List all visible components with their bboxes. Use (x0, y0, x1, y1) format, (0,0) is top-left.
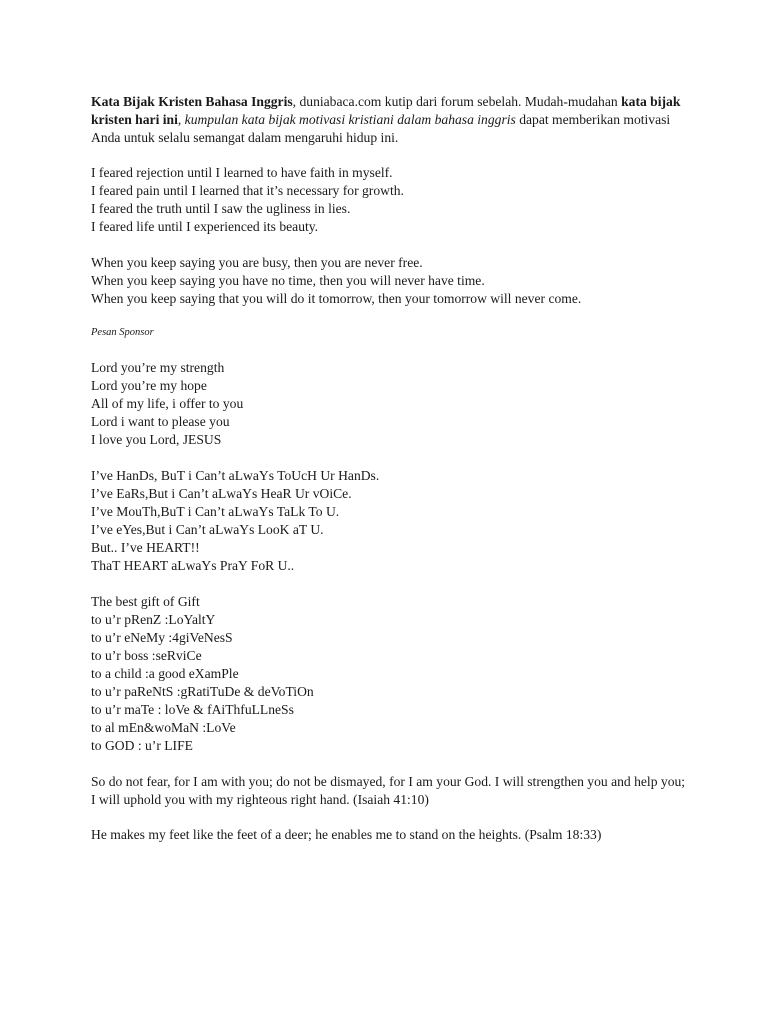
lord-line: I love you Lord, JESUS (91, 432, 222, 447)
hands-line: I’ve eYes,But i Can’t aLwaYs LooK aT U. (91, 522, 324, 537)
busy-line: When you keep saying you are busy, then you are never free. (91, 255, 423, 270)
lord-stanza (91, 359, 691, 449)
hands-line: But.. I’ve HEART!! (91, 540, 200, 555)
hands-line: I’ve HanDs, BuT i Can’t aLwaYs ToUcH Ur HanDs. (91, 468, 380, 483)
document-body (91, 93, 691, 844)
lord-line: Lord you’re my strength (91, 360, 225, 375)
feared-line: I feared the truth until I saw the ugliness in lies. (91, 201, 351, 216)
busy-line: When you keep saying that you will do it tomorrow, then your tomorrow will never come. (91, 291, 582, 306)
intro-text-2: , (177, 112, 185, 127)
intro-keyword: kata bijak kristen hari ini (91, 94, 681, 127)
lord-line: Lord you’re my hope (91, 378, 207, 393)
intro-text-3: dapat memberikan motivasi Anda untuk selalu semangat dalam mengaruhi hidup ini. (91, 112, 671, 145)
gift-stanza (91, 593, 691, 755)
hands-stanza (91, 467, 691, 575)
hands-line: I’ve EaRs,But i Can’t aLwaYs HeaR Ur vOiCe. (91, 486, 352, 501)
psalm-verse: He makes my feet like the feet of a deer; he enables me to stand on the heights. (Psalm 18:33) (91, 827, 602, 842)
gift-line: to u’r pRenZ :LoYaltY (91, 612, 216, 627)
gift-line: to u’r paReNtS :gRatiTuDe & deVoTiOn (91, 684, 314, 699)
feared-line: I feared pain until I learned that it’s necessary for growth. (91, 183, 404, 198)
busy-stanza (91, 254, 691, 308)
gift-line: to a child :a good eXamPle (91, 666, 239, 681)
gift-line: to al mEn&woMaN :LoVe (91, 720, 236, 735)
busy-line: When you keep saying you have no time, then you will never have time. (91, 273, 485, 288)
sponsor-label: Pesan Sponsor (91, 327, 154, 338)
lord-line: Lord i want to please you (91, 414, 230, 429)
intro-text-1: , duniabaca.com kutip dari forum sebelah. Mudah-mudahan (292, 94, 622, 109)
isaiah-verse: So do not fear, for I am with you; do not be dismayed, for I am your God. I will strengthen you and help you; I will uphold you with my righteous right hand. (Isaiah 41:10) (91, 774, 686, 807)
gift-line: to GOD : u’r LIFE (91, 738, 193, 753)
feared-line: I feared rejection until I learned to have faith in myself. (91, 165, 393, 180)
feared-stanza (91, 164, 691, 236)
hands-line: I’ve MouTh,BuT i Can’t aLwaYs TaLk To U. (91, 504, 340, 519)
intro-paragraph (91, 93, 691, 147)
feared-line: I feared life until I experienced its beauty. (91, 219, 319, 234)
gift-line: to u’r boss :seRviCe (91, 648, 202, 663)
intro-italic-phrase: kumpulan kata bijak motivasi kristiani dalam bahasa inggris (184, 112, 516, 127)
gift-line: The best gift of Gift (91, 594, 200, 609)
gift-line: to u’r maTe : loVe & fAiThfuLLneSs (91, 702, 294, 717)
intro-title: Kata Bijak Kristen Bahasa Inggris (91, 94, 293, 109)
hands-line: ThaT HEART aLwaYs PraY FoR U.. (91, 558, 295, 573)
gift-line: to u’r eNeMy :4giVeNesS (91, 630, 233, 645)
lord-line: All of my life, i offer to you (91, 396, 244, 411)
